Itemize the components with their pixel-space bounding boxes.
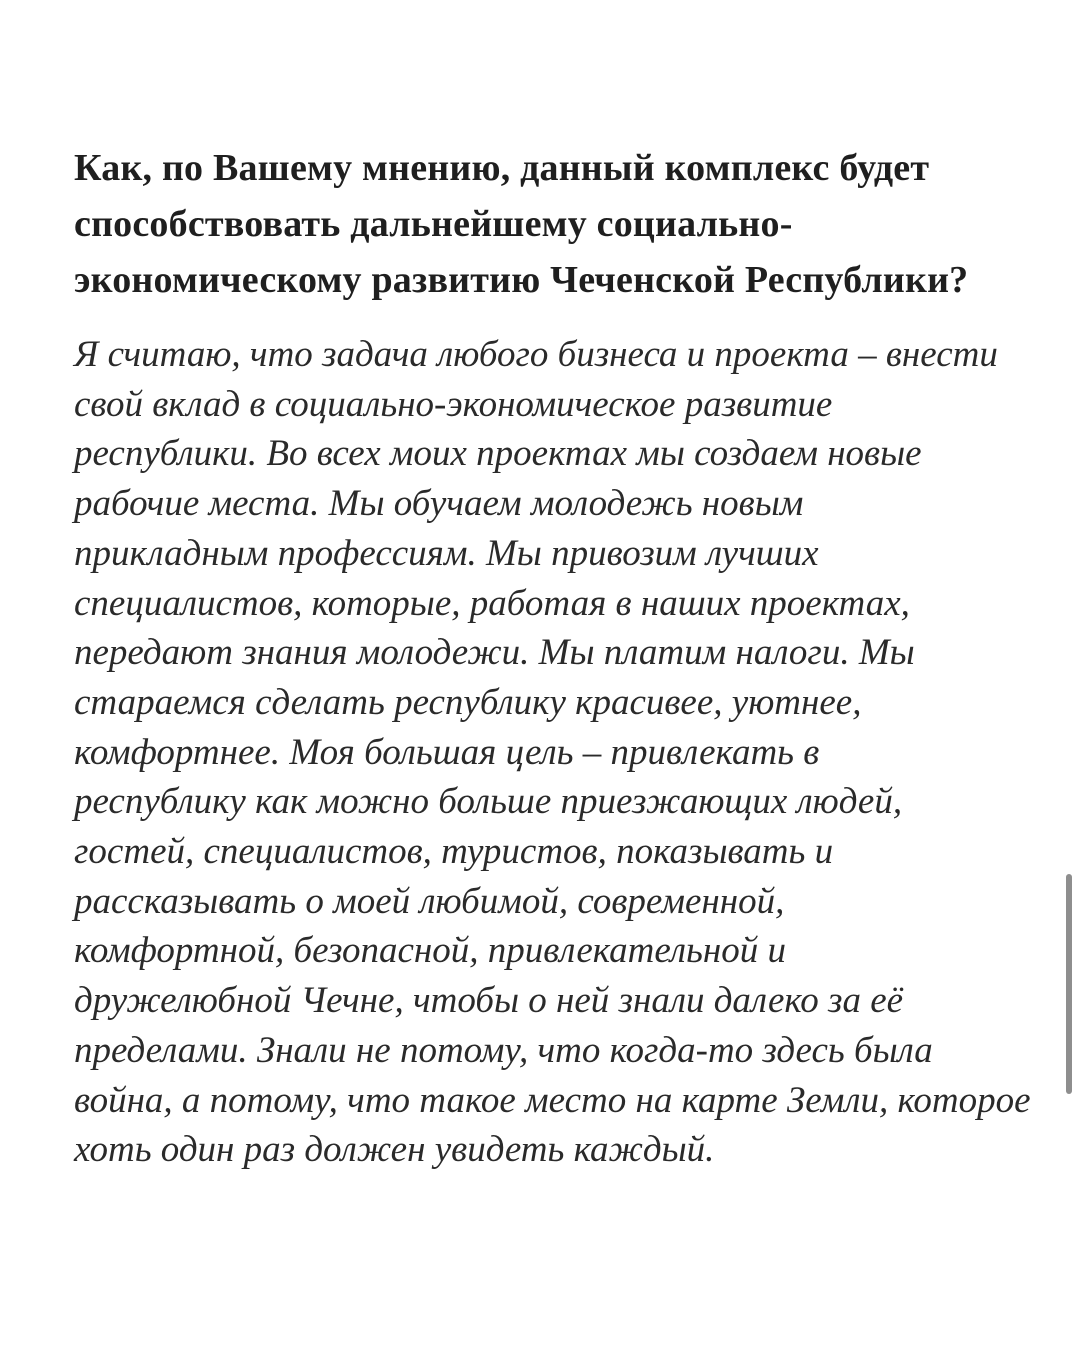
answer-line: пределами. Знали не потому, что когда-то здесь была [74, 1029, 933, 1071]
answer-line: республики. Во всех моих проектах мы создаем новые [74, 433, 922, 475]
answer-line: стараемся сделать республику красивее, уютнее, [74, 681, 862, 723]
vertical-scrollbar[interactable] [1066, 874, 1072, 1094]
answer-line: прикладным профессиям. Мы привозим лучших [74, 532, 819, 574]
answer-line: рассказывать о моей любимой, современной, [74, 880, 785, 922]
answer-line: передают знания молодежи. Мы платим налоги. Мы [74, 632, 915, 674]
question-line: способствовать дальнейшему социально- [74, 203, 793, 245]
answer-line: свой вклад в социально-экономическое развитие [74, 383, 833, 425]
answer-line: Я считаю, что задача любого бизнеса и проекта – внести [74, 334, 998, 375]
question-line: экономическому развитию Чеченской Республики? [74, 259, 969, 301]
answer-line: комфортнее. Моя большая цель – привлекать в [74, 731, 820, 773]
answer-line: война, а потому, что такое место на карте Земли, которое [74, 1079, 1031, 1121]
article [74, 140, 1031, 1175]
answer-line: рабочие места. Мы обучаем молодежь новым [74, 483, 804, 525]
answer-line: гостей, специалистов, туристов, показывать и [74, 831, 834, 873]
answer-line: дружелюбной Чечне, чтобы о ней знали далеко за её [74, 980, 904, 1022]
answer-line: республику как можно больше приезжающих людей, [74, 781, 903, 823]
interview-answer [74, 330, 1031, 1175]
interview-question [74, 140, 1014, 308]
answer-line: комфортной, безопасной, привлекательной и [74, 930, 786, 972]
question-line: Как, по Вашему мнению, данный комплекс будет [74, 147, 930, 189]
answer-line: хоть один раз должен увидеть каждый. [74, 1129, 715, 1171]
answer-line: специалистов, которые, работая в наших проектах, [74, 582, 910, 624]
